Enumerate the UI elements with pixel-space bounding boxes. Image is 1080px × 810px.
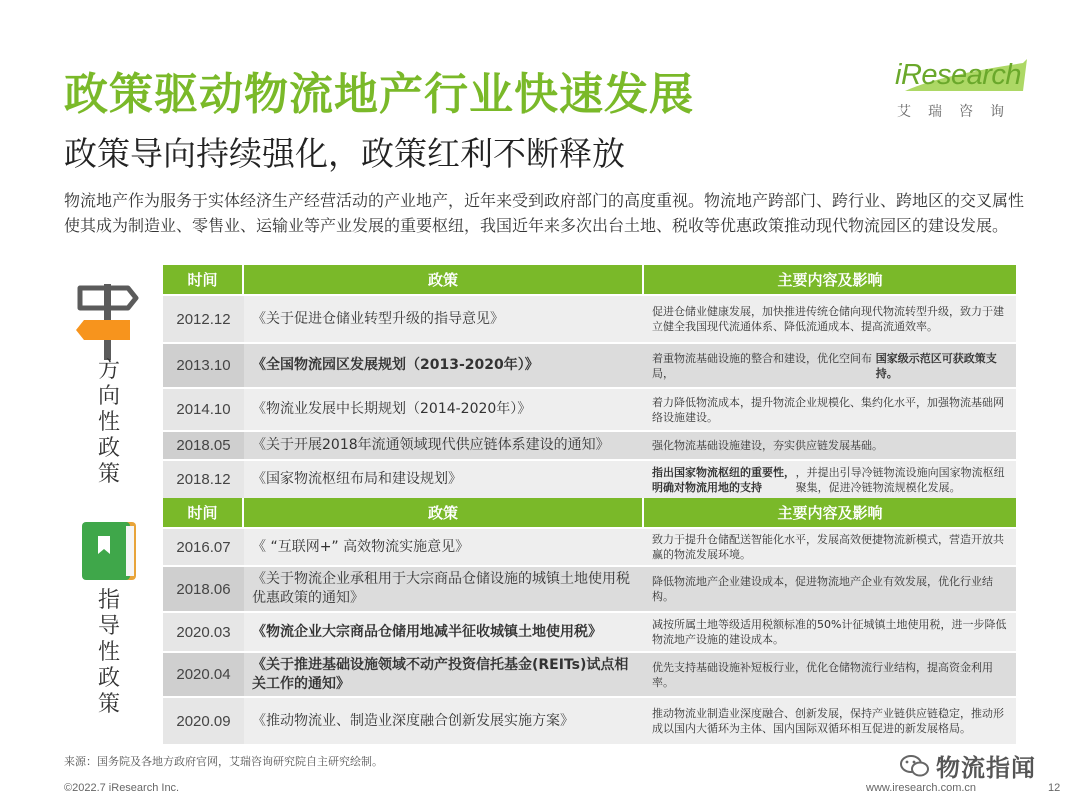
row-time: 2018.12 xyxy=(163,461,244,498)
wechat-icon xyxy=(900,753,930,779)
logo-subtitle: 艾瑞咨询 xyxy=(897,104,1021,120)
guidance-policy-table xyxy=(163,498,1016,744)
row-impact: 致力于提升仓储配送智能化水平，发展高效便捷物流新模式，营造开放共赢的物流发展环境。 xyxy=(652,533,1004,561)
table-row xyxy=(163,459,1016,498)
page-title: 政策驱动物流地产行业快速发展 xyxy=(64,69,694,120)
book-icon xyxy=(80,520,138,582)
row-policy: 《关于物流企业承租用于大宗商品仓储设施的城镇土地使用税优惠政策的通知》 xyxy=(252,571,630,606)
row-time: 2014.10 xyxy=(163,389,244,430)
header-policy: 政策 xyxy=(244,265,644,294)
header-policy: 政策 xyxy=(244,498,644,527)
row-time: 2018.05 xyxy=(163,432,244,459)
website-url[interactable]: www.iresearch.com.cn xyxy=(866,782,977,794)
row-impact: 促进仓储业健康发展，加快推进传统仓储向现代物流转型升级，致力于建立健全我国现代流通体系、降低流通成本、提高流通效率。 xyxy=(652,305,1004,333)
row-impact: 指出国家物流枢纽的重要性，明确对物流用地的支持 ，并提出引导冷链物流设施向国家物流枢纽聚集，促进冷链物流规模化发展。 xyxy=(652,465,1005,494)
row-time: 2020.09 xyxy=(163,698,244,744)
table-row xyxy=(163,387,1016,430)
row-time: 2018.06 xyxy=(163,567,244,611)
table-header xyxy=(163,265,1016,294)
guidance-policy-label: 指 导 性 政 策 xyxy=(97,588,120,717)
header-impact: 主要内容及影响 xyxy=(644,498,1016,527)
table-header xyxy=(163,498,1016,527)
row-impact: 推动物流业制造业深度融合、创新发展，保持产业链供应链稳定，推动形成以国内大循环为主体、国内国际双循环相互促进的新发展格局。 xyxy=(652,707,1004,735)
logo-wordmark: iResearch xyxy=(895,59,1022,91)
row-policy: 《物流业发展中长期规划（2014-2020年）》 xyxy=(252,401,532,417)
row-policy: 《关于推进基础设施领域不动产投资信托基金(REITs)试点相关工作的通知》 xyxy=(252,656,629,692)
table-row xyxy=(163,527,1016,565)
direction-policy-table xyxy=(163,265,1016,498)
row-time: 2020.04 xyxy=(163,653,244,696)
header-time: 时间 xyxy=(163,498,244,527)
table-row xyxy=(163,611,1016,651)
table-row xyxy=(163,430,1016,459)
row-policy: 《关于开展2018年流通领域现代供应链体系建设的通知》 xyxy=(252,437,610,453)
table-row xyxy=(163,651,1016,696)
row-impact: 减按所属土地等级适用税额标准的50%计征城镇土地使用税，进一步降低物流地产设施的建设成本。 xyxy=(652,618,1007,646)
iresearch-logo xyxy=(895,57,1035,127)
watermark-text: 物流指闻 xyxy=(936,754,1036,782)
table-row xyxy=(163,342,1016,387)
row-time: 2016.07 xyxy=(163,529,244,565)
row-policy: 《关于促进仓储业转型升级的指导意见》 xyxy=(252,310,504,327)
page-number: 12 xyxy=(1048,782,1061,794)
page-subtitle: 政策导向持续强化，政策红利不断释放 xyxy=(64,134,625,173)
header-time: 时间 xyxy=(163,265,244,294)
copyright: ©2022.7 iResearch Inc. xyxy=(64,782,180,794)
table-row xyxy=(163,294,1016,342)
row-time: 2020.03 xyxy=(163,613,244,651)
signpost-icon xyxy=(74,282,140,360)
row-policy: 《推动物流业、制造业深度融合创新发展实施方案》 xyxy=(252,712,574,729)
row-policy: 《全国物流园区发展规划（2013-2020年）》 xyxy=(252,357,539,373)
row-policy: 《物流企业大宗商品仓储用地减半征收城镇土地使用税》 xyxy=(252,623,602,640)
row-impact: 降低物流地产企业建设成本，促进物流地产企业有效发展，优化行业结构。 xyxy=(652,575,993,603)
row-time: 2013.10 xyxy=(163,344,244,387)
wechat-watermark xyxy=(900,748,1036,783)
intro-paragraph: 物流地产作为服务于实体经济生产经营活动的产业地产，近年来受到政府部门的高度重视。物流地产跨部门、跨行业、跨地区的交叉属性使其成为制造业、零售业、运输业等产业发展的重要枢纽，我国近年来多次出台土地、税收等优惠政策推动现代物流园区的建设发展。 xyxy=(64,191,1025,235)
direction-policy-label: 方 向 性 政 策 xyxy=(97,358,120,487)
row-impact: 强化物流基础设施建设，夯实供应链发展基础。 xyxy=(652,439,883,452)
row-policy: 《国家物流枢纽布局和建设规划》 xyxy=(252,471,462,487)
row-time: 2012.12 xyxy=(163,296,244,342)
source-note: 来源：国务院及各地方政府官网，艾瑞咨询研究院自主研究绘制。 xyxy=(64,755,383,768)
row-impact: 着力降低物流成本，提升物流企业规模化、集约化水平，加强物流基础网络设施建设。 xyxy=(652,395,1004,424)
row-impact: 优先支持基础设施补短板行业，优化仓储物流行业结构，提高资金利用率。 xyxy=(652,660,993,689)
row-policy: 《 “互联网+” 高效物流实施意见》 xyxy=(252,538,470,555)
table-row xyxy=(163,565,1016,611)
header-impact: 主要内容及影响 xyxy=(644,265,1016,294)
row-impact: 着重物流基础设施的整合和建设，优化空间布局， 国家级示范区可获政策支持。 xyxy=(652,351,997,380)
table-row xyxy=(163,696,1016,744)
